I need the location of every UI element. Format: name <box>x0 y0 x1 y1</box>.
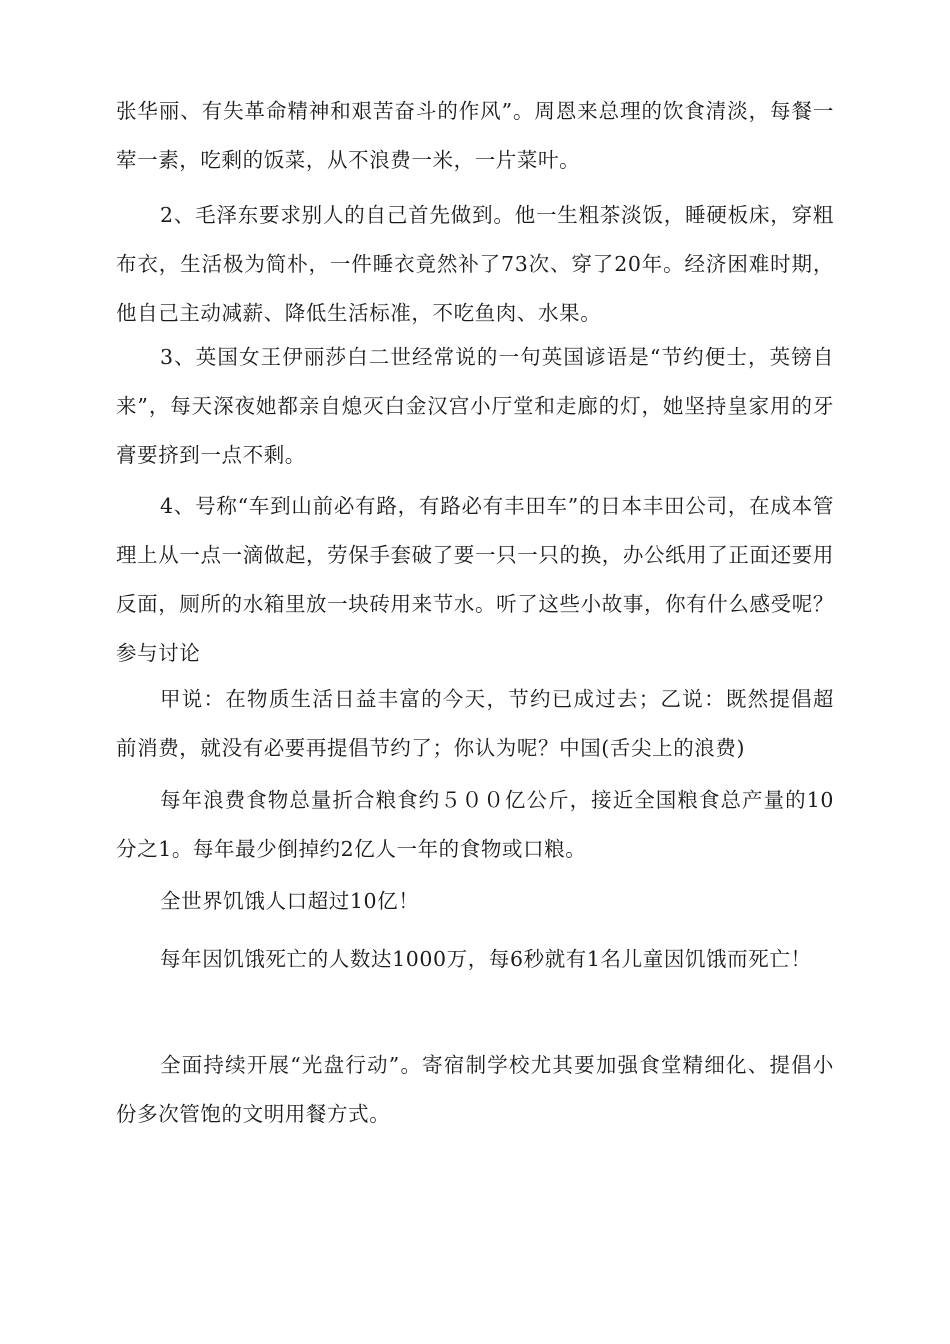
paragraph-toyota-cost-management: 4、号称“车到山前必有路，有路必有丰田车”的日本丰田公司，在成本管理上从一点一滴做起，劳保手套破了要一只一只的换，办公纸用了正面还要用反面，厕所的水箱里放一块砖用来节水。听了这些小故事，你有什么感受呢？参与讨论 <box>116 494 834 665</box>
paragraph-queen-elizabeth-frugality: 3、英国女王伊丽莎白二世经常说的一句英国谚语是“节约便士，英镑自来”，每天深夜她都亲自熄灭白金汉宫小厅堂和走廊的灯，她坚持皇家用的牙膏要挤到一点不剩。 <box>116 345 834 467</box>
paragraph-food-waste-statistics: 每年浪费食物总量折合粮食约５００亿公斤，接近全国粮食总产量的10分之1。每年最少倒掉约2亿人一年的食物或口粮。 <box>116 788 834 861</box>
paragraph-discussion: 甲说：在物质生活日益丰富的今天，节约已成过去；乙说：既然提倡超前消费，就没有必要再提倡节约了；你认为呢？中国(舌尖上的浪费) <box>116 687 834 760</box>
paragraph-zhou-enlai-frugality: 张华丽、有失革命精神和艰苦奋斗的作风”。周恩来总理的饮食清淡，每餐一荤一素，吃剩的饭菜，从不浪费一米，一片菜叶。 <box>116 99 834 172</box>
paragraph-mao-zedong-frugality: 2、毛泽东要求别人的自己首先做到。他一生粗茶淡饭，睡硬板床，穿粗布衣，生活极为简朴，一件睡衣竟然补了73次、穿了20年。经济困难时期，他自己主动减薪、降低生活标准，不吃鱼肉、水果。 <box>116 203 834 325</box>
paragraph-clean-plate-campaign: 全面持续开展“光盘行动”。寄宿制学校尤其要加强食堂精细化、提倡小份多次管饱的文明用餐方式。 <box>116 1053 834 1126</box>
paragraph-world-hunger: 全世界饥饿人口超过10亿！ <box>160 889 420 913</box>
paragraph-hunger-deaths: 每年因饥饿死亡的人数达1000万，每6秒就有1名儿童因饥饿而死亡！ <box>160 947 812 971</box>
